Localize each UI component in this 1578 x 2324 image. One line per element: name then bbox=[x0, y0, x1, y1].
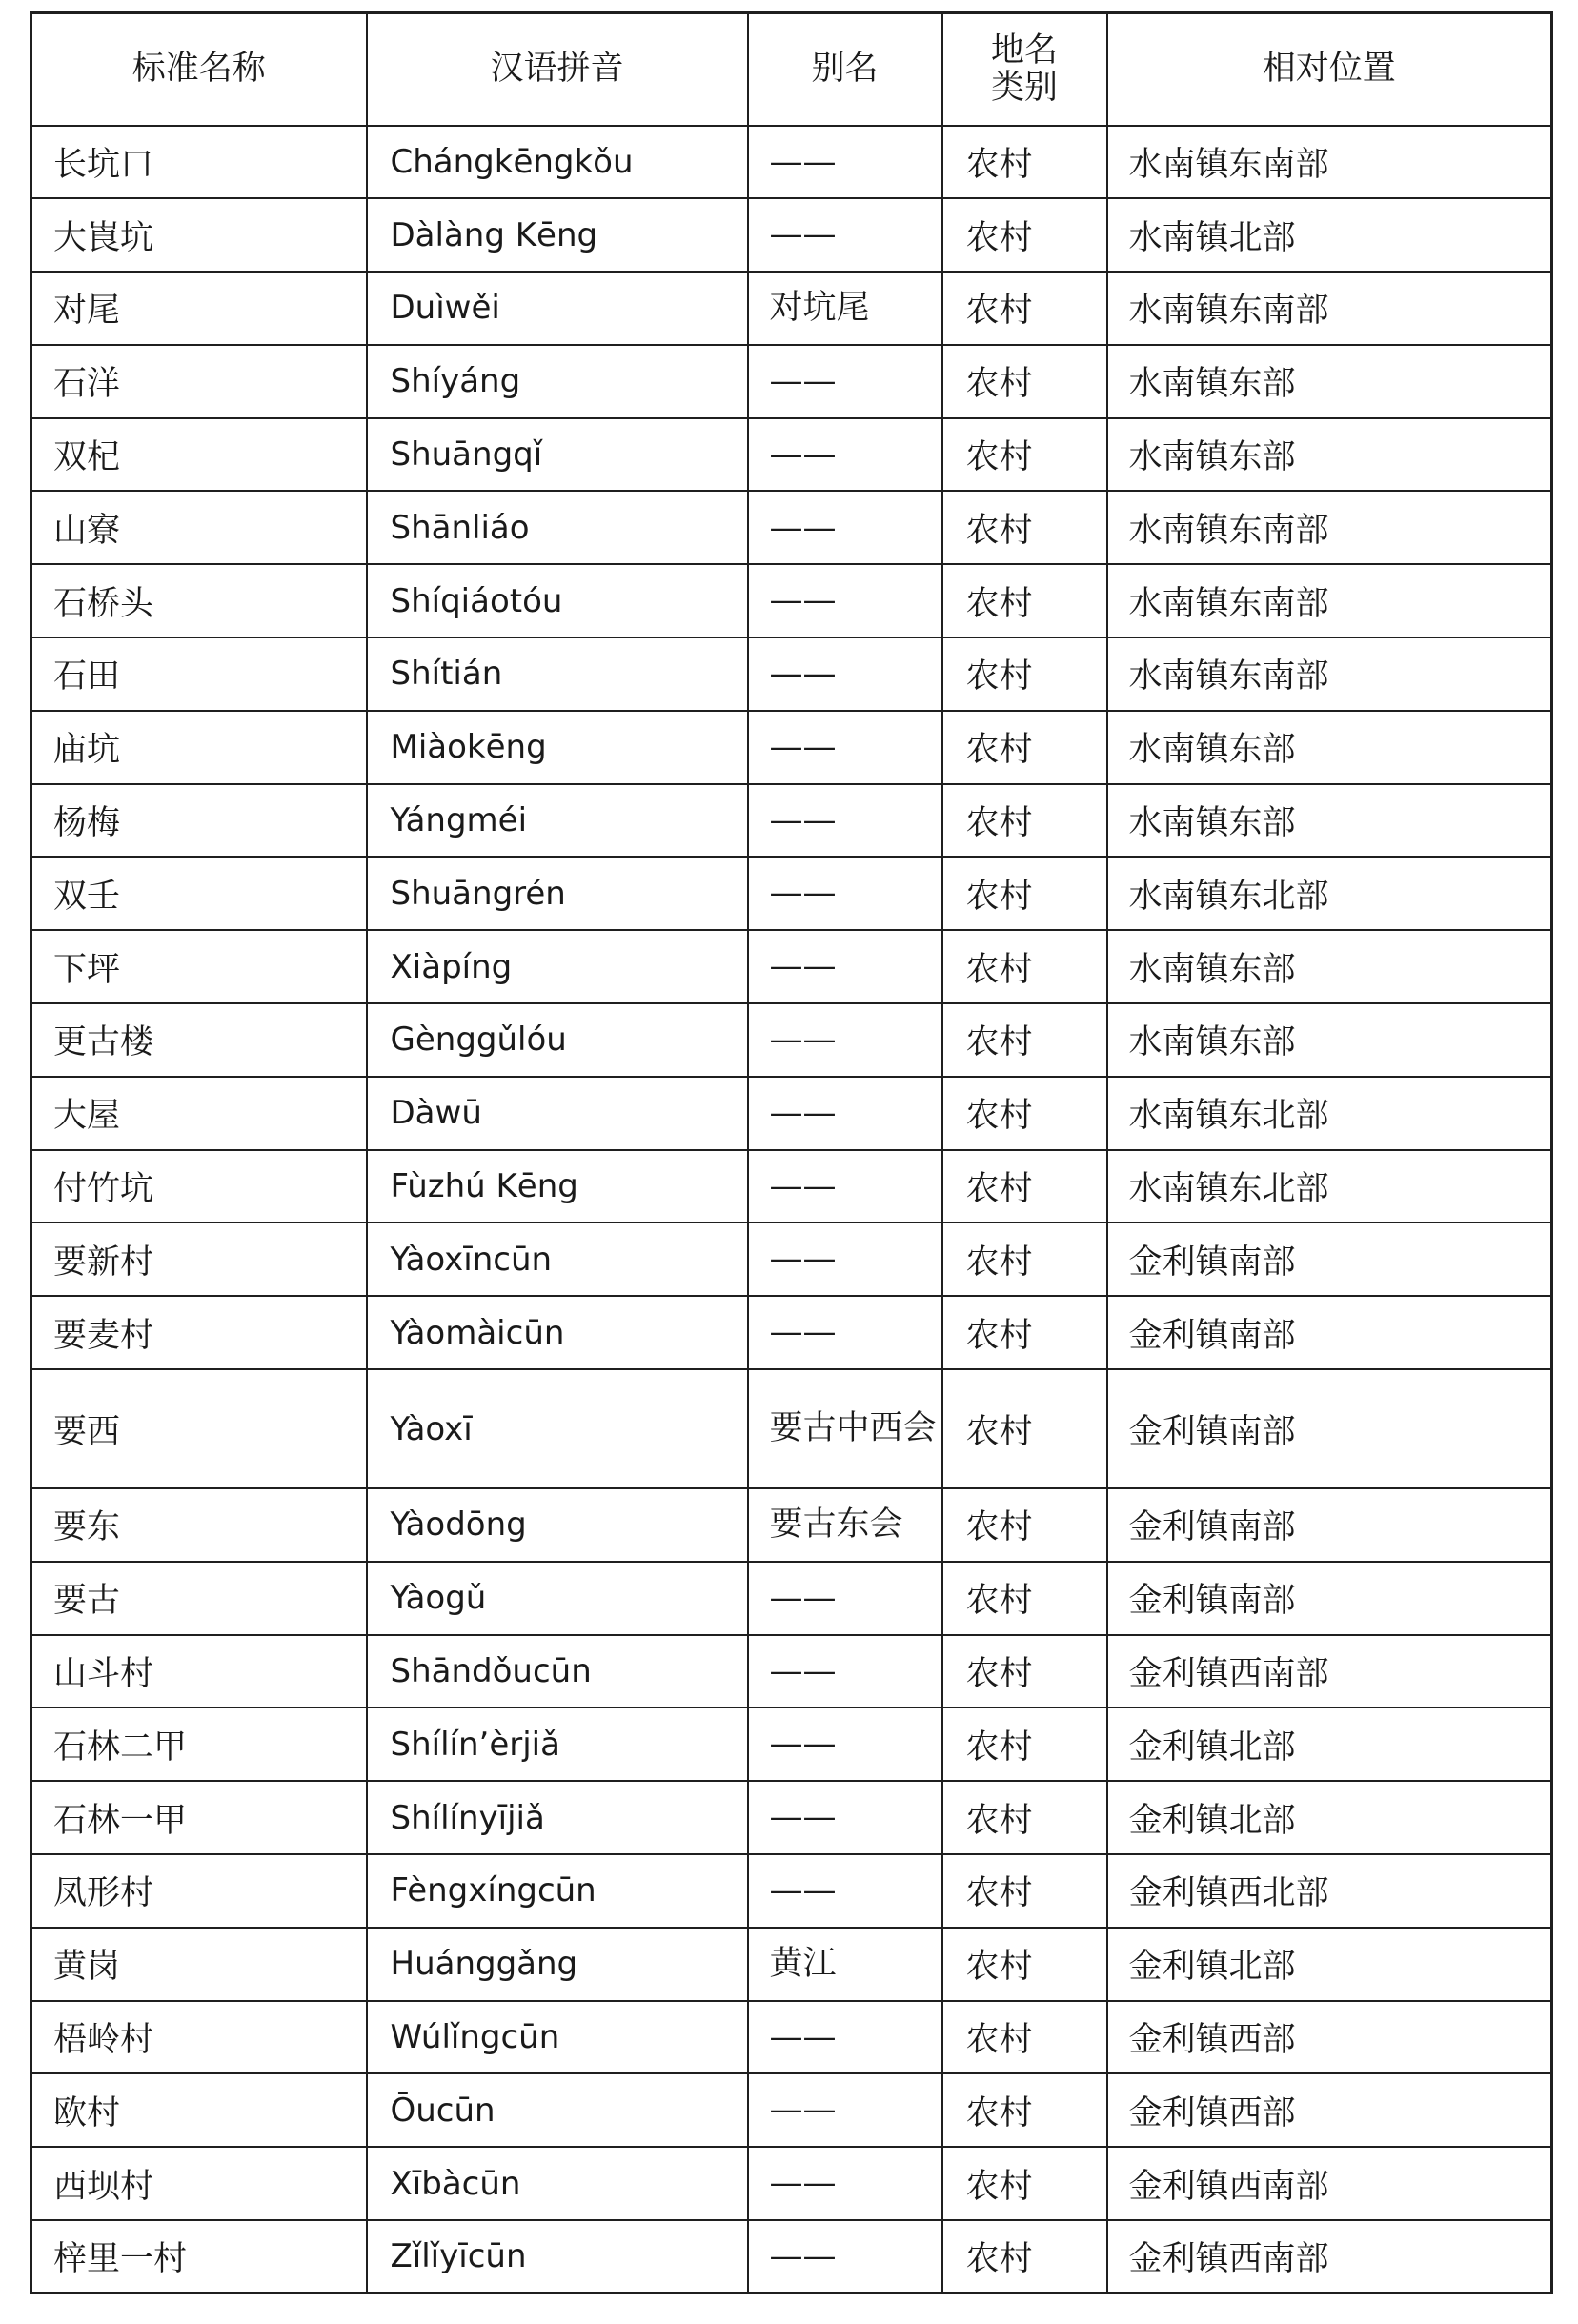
cell-place-type: 农村 bbox=[942, 418, 1107, 492]
cell-pinyin: Shílín’èrjiǎ bbox=[367, 1708, 748, 1781]
table-row bbox=[31, 1003, 1552, 1077]
cell-alias: —— bbox=[748, 198, 942, 272]
cell-standard-name: 梧岭村 bbox=[31, 2001, 367, 2074]
cell-alias: —— bbox=[748, 1635, 942, 1708]
cell-relative-position: 水南镇东北部 bbox=[1107, 857, 1552, 930]
cell-relative-position: 金利镇西部 bbox=[1107, 2001, 1552, 2074]
cell-standard-name: 凤形村 bbox=[31, 1854, 367, 1928]
cell-standard-name: 石林一甲 bbox=[31, 1781, 367, 1854]
cell-standard-name: 要西 bbox=[31, 1369, 367, 1488]
cell-relative-position: 水南镇东南部 bbox=[1107, 126, 1552, 199]
cell-alias: —— bbox=[748, 126, 942, 199]
cell-place-type: 农村 bbox=[942, 1854, 1107, 1928]
cell-relative-position: 水南镇东部 bbox=[1107, 418, 1552, 492]
cell-standard-name: 石桥头 bbox=[31, 564, 367, 637]
cell-relative-position: 水南镇东部 bbox=[1107, 784, 1552, 858]
cell-relative-position: 金利镇南部 bbox=[1107, 1562, 1552, 1635]
cell-standard-name: 对尾 bbox=[31, 272, 367, 345]
cell-relative-position: 金利镇南部 bbox=[1107, 1223, 1552, 1296]
cell-alias: —— bbox=[748, 1077, 942, 1150]
cell-alias: —— bbox=[748, 1854, 942, 1928]
cell-relative-position: 金利镇南部 bbox=[1107, 1488, 1552, 1562]
cell-alias: —— bbox=[748, 1150, 942, 1223]
cell-alias: —— bbox=[748, 1003, 942, 1077]
cell-standard-name: 黄岗 bbox=[31, 1928, 367, 2001]
cell-standard-name: 山斗村 bbox=[31, 1635, 367, 1708]
place-name-table bbox=[30, 11, 1553, 2294]
cell-pinyin: Fùzhú Kēng bbox=[367, 1150, 748, 1223]
table-body bbox=[31, 126, 1552, 2294]
table-row bbox=[31, 1708, 1552, 1781]
cell-relative-position: 金利镇西部 bbox=[1107, 2073, 1552, 2147]
table-row bbox=[31, 272, 1552, 345]
cell-pinyin: Dàwū bbox=[367, 1077, 748, 1150]
cell-alias: —— bbox=[748, 2073, 942, 2147]
table-row bbox=[31, 2220, 1552, 2294]
cell-standard-name: 要古 bbox=[31, 1562, 367, 1635]
cell-alias: —— bbox=[748, 711, 942, 784]
cell-place-type: 农村 bbox=[942, 1562, 1107, 1635]
cell-pinyin: Xiàpíng bbox=[367, 930, 748, 1003]
cell-alias: —— bbox=[748, 857, 942, 930]
cell-relative-position: 金利镇北部 bbox=[1107, 1708, 1552, 1781]
cell-alias: —— bbox=[748, 637, 942, 711]
cell-standard-name: 石田 bbox=[31, 637, 367, 711]
cell-pinyin: Shíyáng bbox=[367, 345, 748, 418]
cell-relative-position: 水南镇东部 bbox=[1107, 930, 1552, 1003]
cell-alias: —— bbox=[748, 2220, 942, 2294]
cell-pinyin: Shuāngrén bbox=[367, 857, 748, 930]
cell-place-type: 农村 bbox=[942, 2073, 1107, 2147]
cell-pinyin: Ōucūn bbox=[367, 2073, 748, 2147]
table-row bbox=[31, 198, 1552, 272]
cell-pinyin: Yàogǔ bbox=[367, 1562, 748, 1635]
cell-place-type: 农村 bbox=[942, 637, 1107, 711]
cell-place-type: 农村 bbox=[942, 272, 1107, 345]
cell-place-type: 农村 bbox=[942, 1077, 1107, 1150]
table-row bbox=[31, 1296, 1552, 1369]
cell-standard-name: 石林二甲 bbox=[31, 1708, 367, 1781]
cell-alias: —— bbox=[748, 2147, 942, 2220]
cell-standard-name: 杨梅 bbox=[31, 784, 367, 858]
cell-alias: —— bbox=[748, 1708, 942, 1781]
cell-place-type: 农村 bbox=[942, 2147, 1107, 2220]
cell-alias: —— bbox=[748, 1562, 942, 1635]
table-row bbox=[31, 564, 1552, 637]
cell-relative-position: 金利镇北部 bbox=[1107, 1928, 1552, 2001]
header-relative-position: 相对位置 bbox=[1107, 13, 1552, 126]
cell-place-type: 农村 bbox=[942, 784, 1107, 858]
cell-place-type: 农村 bbox=[942, 857, 1107, 930]
cell-pinyin: Xībàcūn bbox=[367, 2147, 748, 2220]
cell-relative-position: 水南镇东部 bbox=[1107, 1003, 1552, 1077]
table-row bbox=[31, 126, 1552, 199]
cell-standard-name: 更古楼 bbox=[31, 1003, 367, 1077]
cell-alias: —— bbox=[748, 1296, 942, 1369]
cell-place-type: 农村 bbox=[942, 711, 1107, 784]
header-pinyin: 汉语拼音 bbox=[367, 13, 748, 126]
cell-pinyin: Gènggǔlóu bbox=[367, 1003, 748, 1077]
cell-pinyin: Shuāngqǐ bbox=[367, 418, 748, 492]
table-row bbox=[31, 1854, 1552, 1928]
cell-standard-name: 西坝村 bbox=[31, 2147, 367, 2220]
cell-standard-name: 要新村 bbox=[31, 1223, 367, 1296]
cell-relative-position: 金利镇西南部 bbox=[1107, 2220, 1552, 2294]
cell-standard-name: 山寮 bbox=[31, 491, 367, 564]
cell-pinyin: Shāndǒucūn bbox=[367, 1635, 748, 1708]
table-header bbox=[31, 13, 1552, 126]
cell-place-type: 农村 bbox=[942, 1708, 1107, 1781]
cell-relative-position: 水南镇东部 bbox=[1107, 345, 1552, 418]
cell-pinyin: Chángkēngkǒu bbox=[367, 126, 748, 199]
cell-alias: 要古中西会 bbox=[748, 1369, 942, 1488]
table-row bbox=[31, 784, 1552, 858]
cell-alias: —— bbox=[748, 564, 942, 637]
cell-pinyin: Miàokēng bbox=[367, 711, 748, 784]
cell-alias: 对坑尾 bbox=[748, 272, 942, 345]
cell-alias: —— bbox=[748, 2001, 942, 2074]
cell-relative-position: 金利镇西南部 bbox=[1107, 2147, 1552, 2220]
cell-relative-position: 金利镇南部 bbox=[1107, 1296, 1552, 1369]
header-category bbox=[942, 13, 1107, 126]
table-row bbox=[31, 1077, 1552, 1150]
cell-place-type: 农村 bbox=[942, 1223, 1107, 1296]
cell-standard-name: 要东 bbox=[31, 1488, 367, 1562]
cell-pinyin: Duìwěi bbox=[367, 272, 748, 345]
cell-relative-position: 水南镇东南部 bbox=[1107, 491, 1552, 564]
cell-pinyin: Yàoxī bbox=[367, 1369, 748, 1488]
table-row bbox=[31, 2147, 1552, 2220]
cell-alias: —— bbox=[748, 491, 942, 564]
cell-place-type: 农村 bbox=[942, 1150, 1107, 1223]
table-row bbox=[31, 2073, 1552, 2147]
cell-standard-name: 庙坑 bbox=[31, 711, 367, 784]
cell-alias: —— bbox=[748, 418, 942, 492]
table-row bbox=[31, 345, 1552, 418]
table-row bbox=[31, 930, 1552, 1003]
cell-standard-name: 双杞 bbox=[31, 418, 367, 492]
table-row bbox=[31, 1562, 1552, 1635]
table-row bbox=[31, 711, 1552, 784]
cell-place-type: 农村 bbox=[942, 1635, 1107, 1708]
table-row bbox=[31, 1150, 1552, 1223]
cell-pinyin: Shānliáo bbox=[367, 491, 748, 564]
cell-relative-position: 水南镇东部 bbox=[1107, 711, 1552, 784]
cell-pinyin: Huánggǎng bbox=[367, 1928, 748, 2001]
table-row bbox=[31, 491, 1552, 564]
cell-relative-position: 水南镇东南部 bbox=[1107, 564, 1552, 637]
cell-alias: —— bbox=[748, 1781, 942, 1854]
cell-standard-name: 双壬 bbox=[31, 857, 367, 930]
cell-place-type: 农村 bbox=[942, 1296, 1107, 1369]
cell-place-type: 农村 bbox=[942, 564, 1107, 637]
table-row bbox=[31, 1488, 1552, 1562]
cell-place-type: 农村 bbox=[942, 1488, 1107, 1562]
cell-pinyin: Dàlàng Kēng bbox=[367, 198, 748, 272]
cell-relative-position: 水南镇东南部 bbox=[1107, 637, 1552, 711]
table-row bbox=[31, 637, 1552, 711]
table-row bbox=[31, 418, 1552, 492]
cell-place-type: 农村 bbox=[942, 2001, 1107, 2074]
cell-pinyin: Zǐlǐyīcūn bbox=[367, 2220, 748, 2294]
cell-pinyin: Shítián bbox=[367, 637, 748, 711]
cell-pinyin: Wúlǐngcūn bbox=[367, 2001, 748, 2074]
cell-place-type: 农村 bbox=[942, 1369, 1107, 1488]
cell-standard-name: 大屋 bbox=[31, 1077, 367, 1150]
cell-standard-name: 要麦村 bbox=[31, 1296, 367, 1369]
table-row bbox=[31, 2001, 1552, 2074]
cell-place-type: 农村 bbox=[942, 345, 1107, 418]
cell-relative-position: 金利镇西北部 bbox=[1107, 1854, 1552, 1928]
cell-standard-name: 长坑口 bbox=[31, 126, 367, 199]
cell-relative-position: 金利镇西南部 bbox=[1107, 1635, 1552, 1708]
table-row bbox=[31, 1635, 1552, 1708]
cell-pinyin: Yàomàicūn bbox=[367, 1296, 748, 1369]
cell-standard-name: 下坪 bbox=[31, 930, 367, 1003]
cell-relative-position: 金利镇北部 bbox=[1107, 1781, 1552, 1854]
header-category-line2: 类别 bbox=[990, 68, 1058, 107]
cell-relative-position: 金利镇南部 bbox=[1107, 1369, 1552, 1488]
cell-place-type: 农村 bbox=[942, 1003, 1107, 1077]
table-row bbox=[31, 1928, 1552, 2001]
cell-place-type: 农村 bbox=[942, 198, 1107, 272]
cell-alias: 要古东会 bbox=[748, 1488, 942, 1562]
cell-alias: —— bbox=[748, 1223, 942, 1296]
cell-place-type: 农村 bbox=[942, 1928, 1107, 2001]
cell-place-type: 农村 bbox=[942, 930, 1107, 1003]
cell-pinyin: Yángméi bbox=[367, 784, 748, 858]
cell-place-type: 农村 bbox=[942, 126, 1107, 199]
table-row bbox=[31, 1223, 1552, 1296]
cell-pinyin: Shíqiáotóu bbox=[367, 564, 748, 637]
cell-standard-name: 梓里一村 bbox=[31, 2220, 367, 2294]
cell-relative-position: 水南镇东南部 bbox=[1107, 272, 1552, 345]
cell-standard-name: 付竹坑 bbox=[31, 1150, 367, 1223]
cell-pinyin: Fèngxíngcūn bbox=[367, 1854, 748, 1928]
cell-relative-position: 水南镇东北部 bbox=[1107, 1077, 1552, 1150]
cell-alias: —— bbox=[748, 345, 942, 418]
cell-pinyin: Yàoxīncūn bbox=[367, 1223, 748, 1296]
cell-standard-name: 大崀坑 bbox=[31, 198, 367, 272]
cell-place-type: 农村 bbox=[942, 491, 1107, 564]
place-name-table-container bbox=[30, 11, 1550, 2294]
cell-standard-name: 石洋 bbox=[31, 345, 367, 418]
header-row bbox=[31, 13, 1552, 126]
cell-place-type: 农村 bbox=[942, 1781, 1107, 1854]
header-standard-name: 标准名称 bbox=[31, 13, 367, 126]
table-row bbox=[31, 1369, 1552, 1488]
table-row bbox=[31, 1781, 1552, 1854]
header-alias: 别名 bbox=[748, 13, 942, 126]
table-row bbox=[31, 857, 1552, 930]
cell-pinyin: Shílínyījiǎ bbox=[367, 1781, 748, 1854]
cell-standard-name: 欧村 bbox=[31, 2073, 367, 2147]
cell-alias: 黄江 bbox=[748, 1928, 942, 2001]
cell-place-type: 农村 bbox=[942, 2220, 1107, 2294]
cell-relative-position: 水南镇东北部 bbox=[1107, 1150, 1552, 1223]
header-category-line1: 地名 bbox=[990, 30, 1058, 70]
cell-alias: —— bbox=[748, 930, 942, 1003]
cell-alias: —— bbox=[748, 784, 942, 858]
cell-pinyin: Yàodōng bbox=[367, 1488, 748, 1562]
cell-relative-position: 水南镇北部 bbox=[1107, 198, 1552, 272]
